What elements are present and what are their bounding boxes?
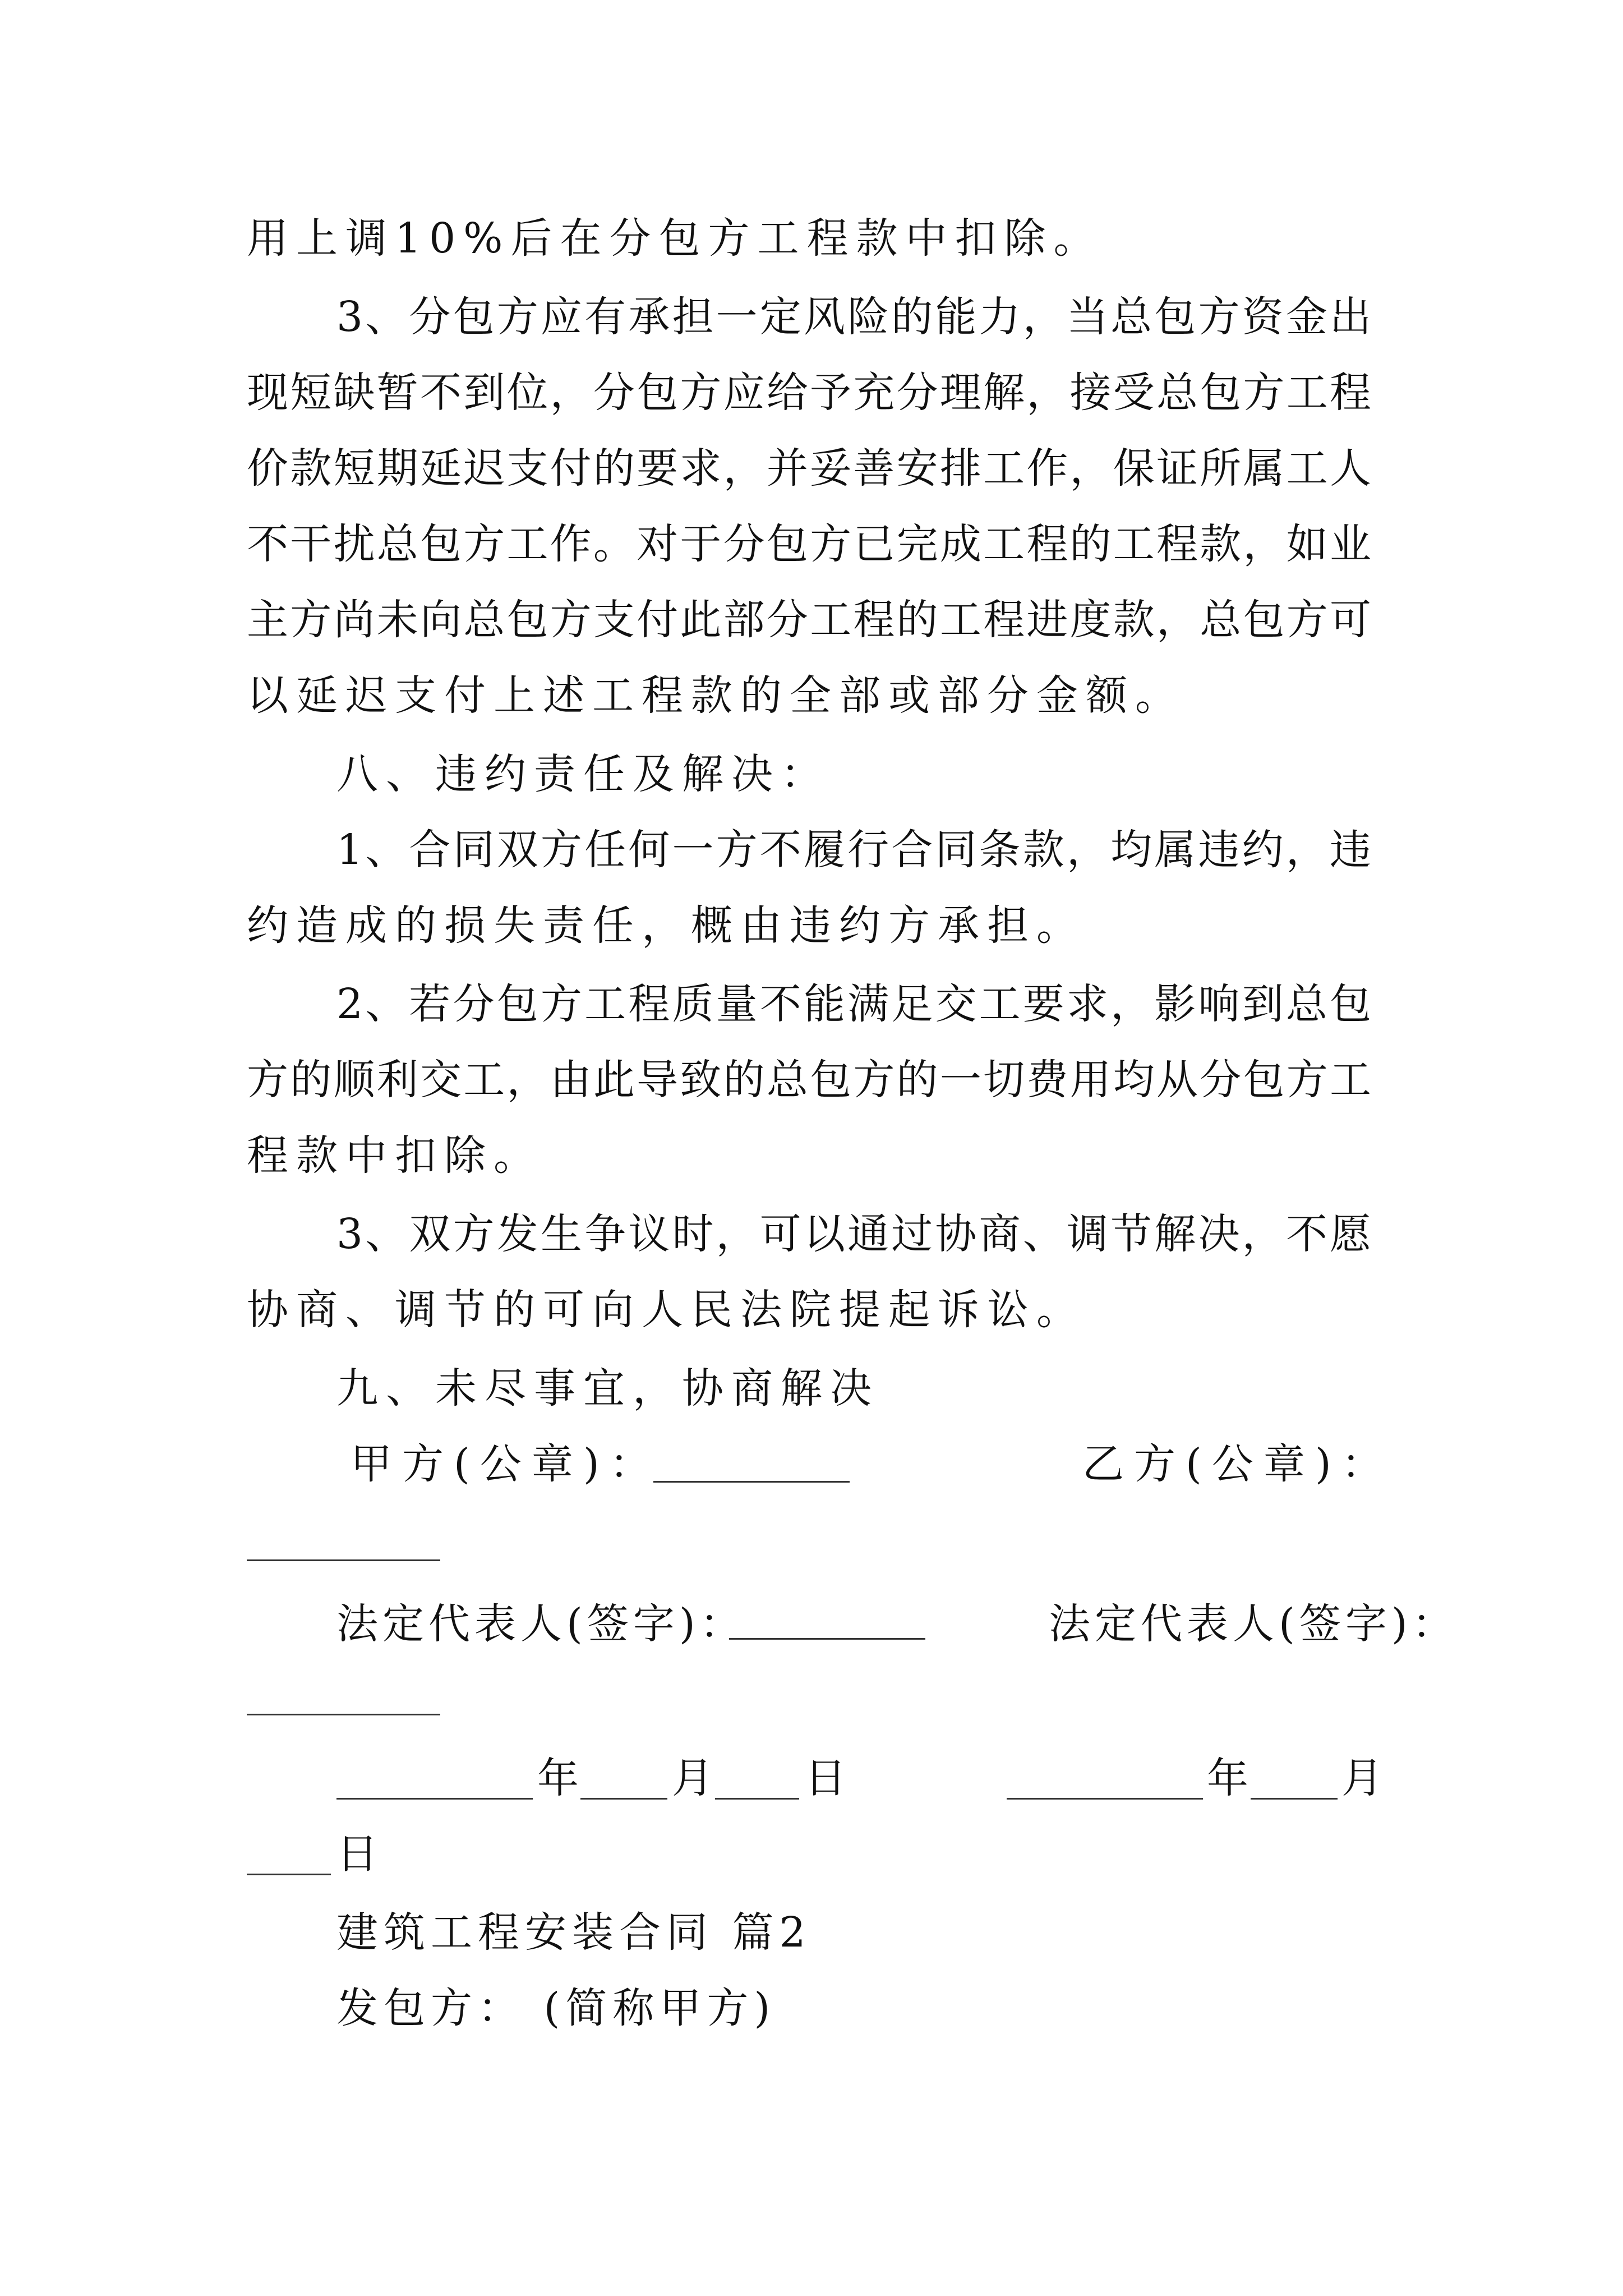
date-b-year-blank (1007, 1798, 1203, 1800)
paragraph-line: 方的顺利交工，由此导致的总包方的一切费用均从分包方工 (247, 1056, 1371, 1104)
paragraph-line: 3、双方发生争议时，可以通过协商、调节解决，不愿 (336, 1210, 1371, 1258)
section-heading: 九、未尽事宜，协商解决 (336, 1364, 879, 1412)
paragraph-line: 2、若分包方工程质量不能满足交工要求，影响到总包 (336, 980, 1371, 1028)
paragraph-line: 价款短期延迟支付的要求，并妥善安排工作，保证所属工人 (247, 444, 1371, 493)
paragraph-line: 1、合同双方任何一方不履行合同条款，均属违约，违 (336, 826, 1371, 874)
date-a-year: 年 (537, 1754, 587, 1802)
party-b-seal-label: 乙方(公章)： (1082, 1440, 1393, 1488)
date-a-month-blank (580, 1798, 667, 1800)
date-b-day-blank (247, 1874, 331, 1875)
paragraph-line: 协商、调节的可向人民法院提起诉讼。 (247, 1286, 1086, 1334)
paragraph-line: 约造成的损失责任，概由违约方承担。 (247, 901, 1086, 950)
paragraph-line: 程款中扣除。 (247, 1131, 543, 1180)
paragraph-line: 现短缺暂不到位，分包方应给予充分理解，接受总包方工程 (247, 369, 1371, 417)
paragraph-line: 3、分包方应有承担一定风险的能力，当总包方资金出 (336, 293, 1371, 341)
paragraph-line: 主方尚未向总包方支付此部分工程的工程进度款，总包方可 (247, 596, 1371, 644)
date-a-year-blank (336, 1798, 533, 1800)
section2-title: 建筑工程安装合同 篇2 (336, 1908, 811, 1957)
date-a-day-blank (715, 1798, 799, 1800)
rep-a-blank (729, 1638, 925, 1640)
paragraph-line: 以延迟支付上述工程款的全部或部分金额。 (247, 671, 1184, 720)
party-a-seal-label: 甲方(公章)： (351, 1440, 661, 1488)
rep-b-blank (247, 1714, 440, 1715)
paragraph-line: 用上调10%后在分包方工程款中扣除。 (247, 214, 1103, 263)
party-a-seal-blank (653, 1481, 850, 1483)
party-b-seal-blank (247, 1559, 440, 1561)
section2-employer: 发包方： (简称甲方) (336, 1984, 776, 2032)
rep-b-label: 法定代表人(签字)： (1049, 1600, 1458, 1648)
date-b-month-blank (1251, 1798, 1338, 1800)
date-b-day: 日 (336, 1830, 386, 1878)
date-a-month: 月 (672, 1754, 721, 1802)
date-b-month: 月 (1341, 1754, 1391, 1802)
section-heading: 八、违约责任及解决： (336, 750, 830, 798)
date-a-day: 日 (805, 1754, 854, 1802)
paragraph-line: 不干扰总包方工作。对于分包方已完成工程的工程款，如业 (247, 520, 1371, 568)
date-b-year: 年 (1207, 1754, 1256, 1802)
rep-a-label: 法定代表人(签字)： (336, 1600, 746, 1648)
